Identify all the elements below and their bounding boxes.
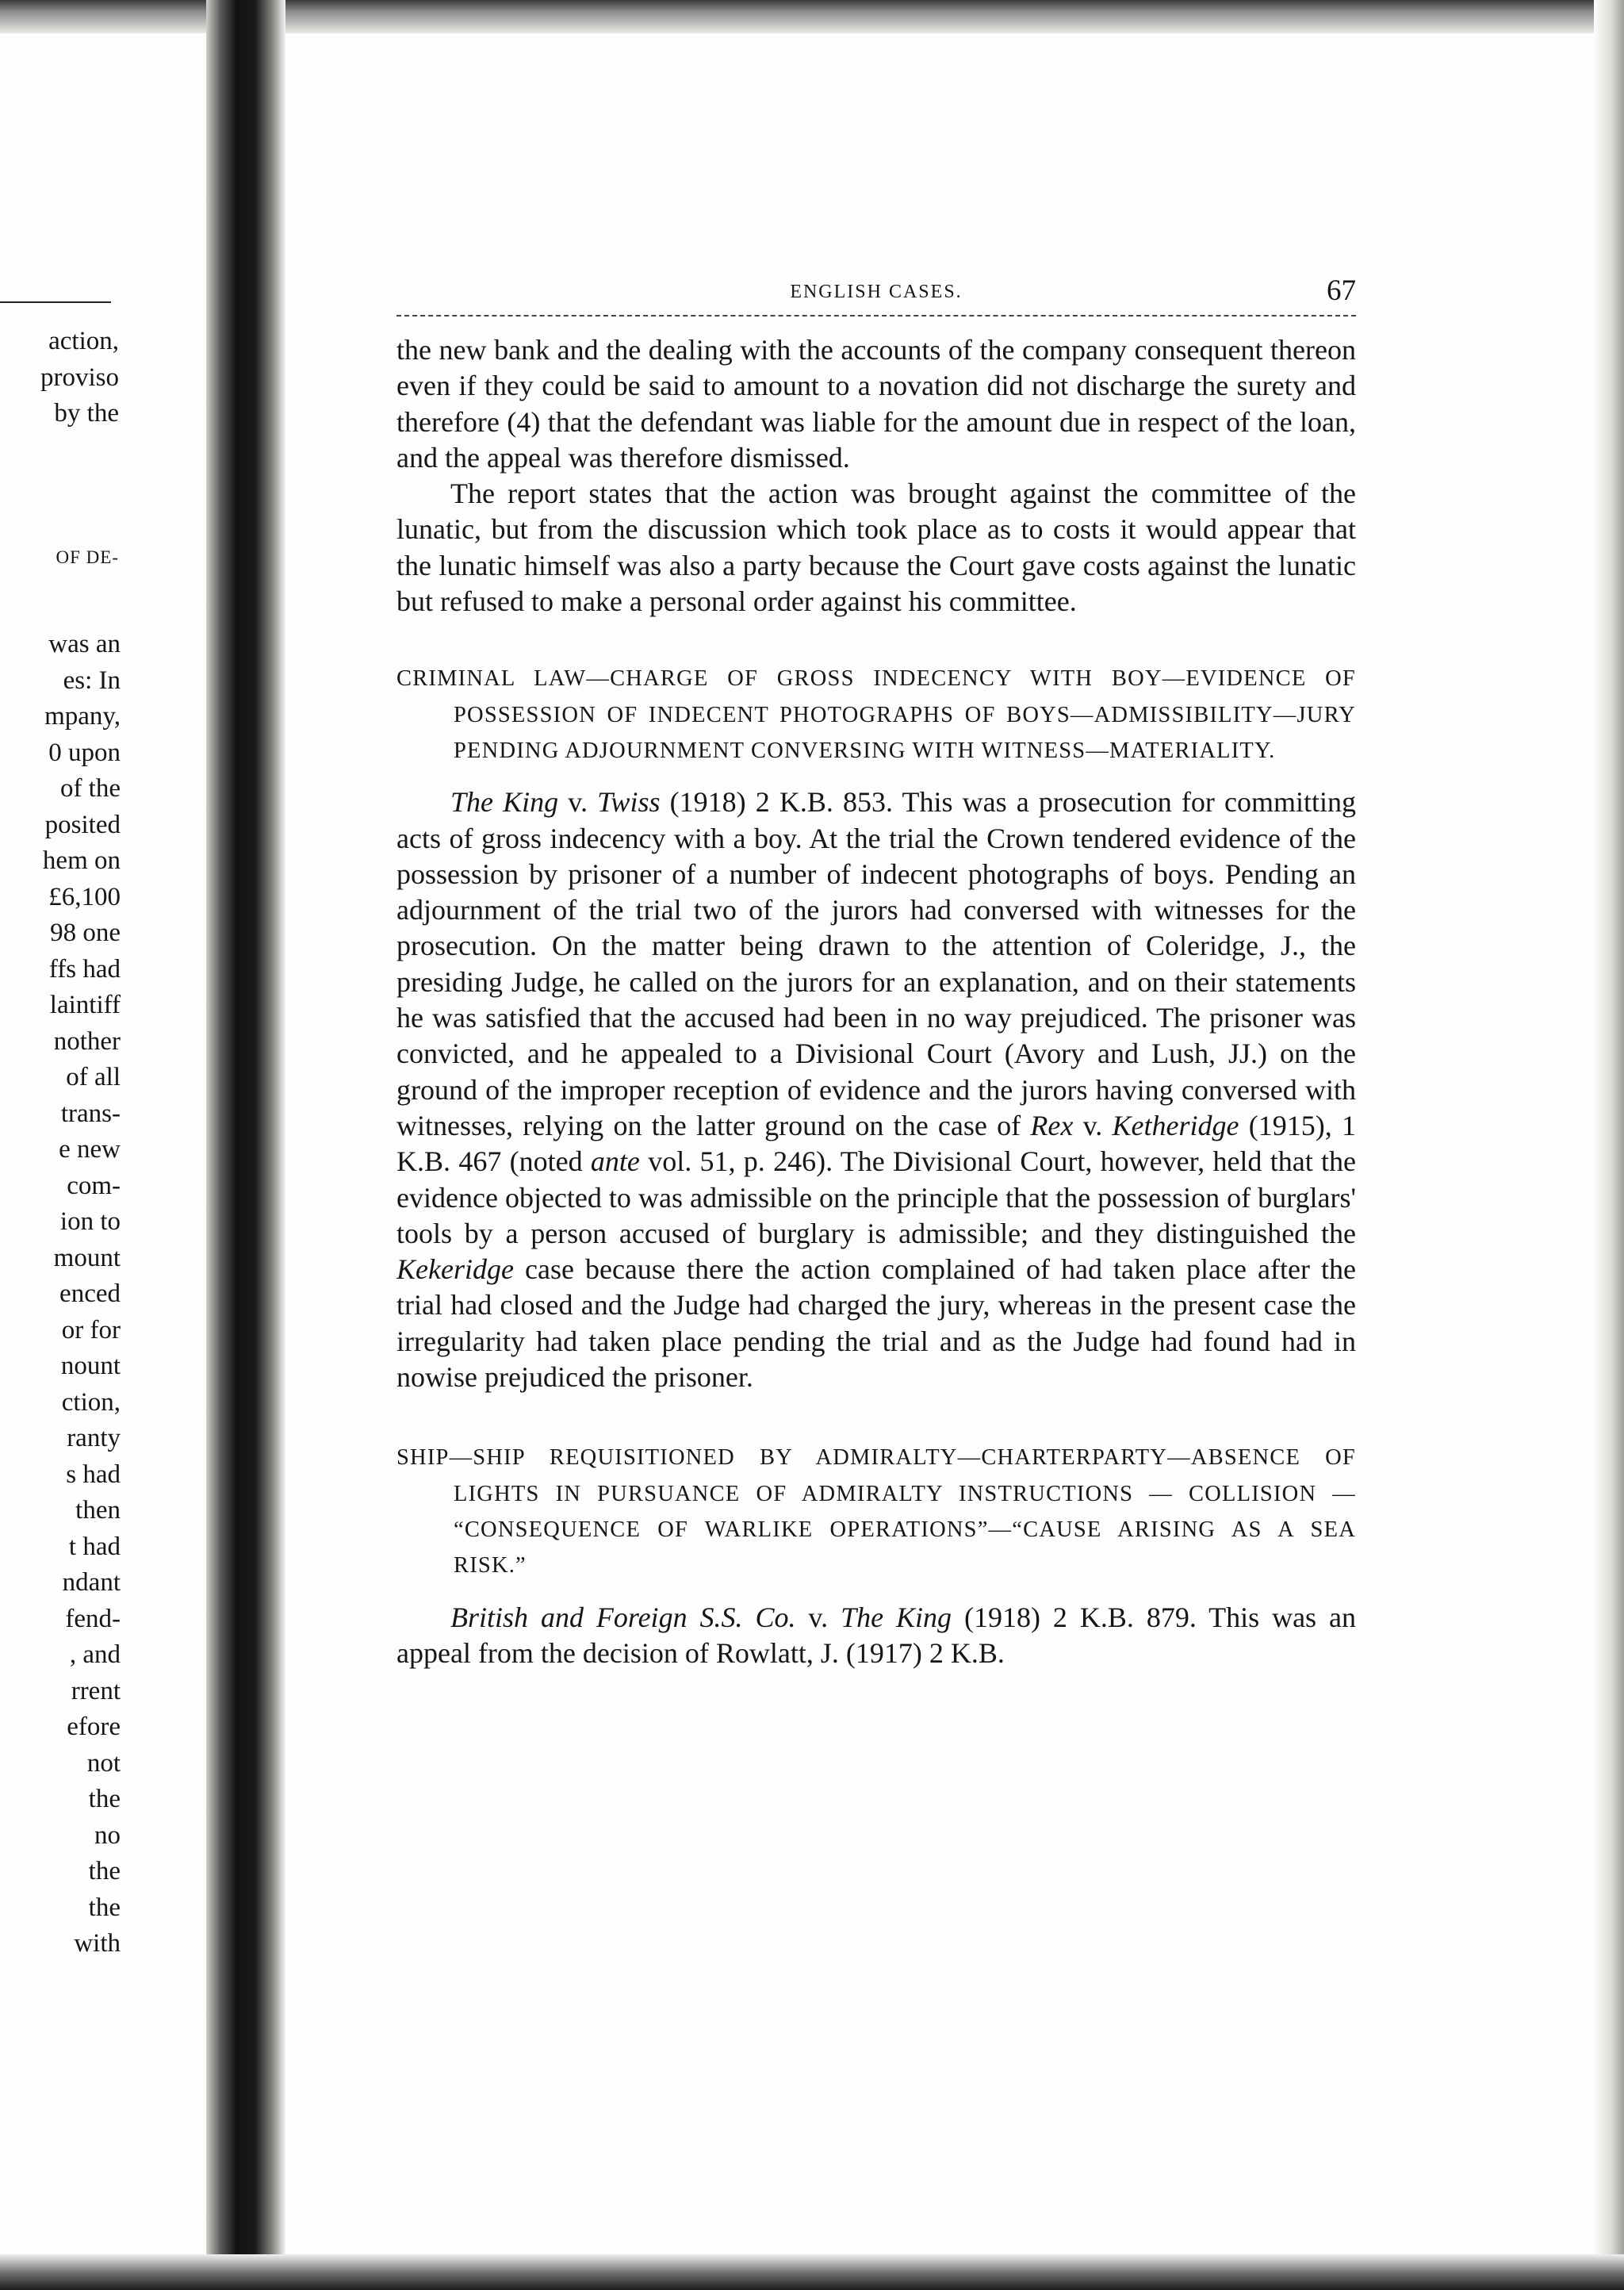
running-head-title: ENGLISH CASES. xyxy=(790,282,963,302)
facing-lines-body xyxy=(0,627,121,1962)
facing-line: ffs had xyxy=(48,954,121,984)
facing-line: with xyxy=(74,1929,121,1958)
case-1-ante: ante xyxy=(590,1145,640,1178)
facing-line: nount xyxy=(60,1352,121,1380)
case-1-headnote: CRIMINAL LAW—CHARGE OF GROSS INDECENCY WITH BOY—EVIDENCE OF POSSESSION OF INDECENT PHOTOGRAPHS OF BOYS—ADMISSIBILITY—JURY PENDING ADJOURNMENT CONVERSING WITH WITNESS—MATERIALITY. xyxy=(396,666,1356,763)
facing-line: £6,100 xyxy=(48,882,121,911)
case-1-ref-case-2: Ketheridge xyxy=(1112,1109,1239,1141)
facing-line: enced xyxy=(59,1279,121,1308)
facing-line: trans- xyxy=(60,1099,121,1128)
case-2-body xyxy=(396,1600,1356,1672)
facing-line: e new xyxy=(59,1135,121,1164)
facing-line: nother xyxy=(53,1026,121,1056)
facing-line: of all xyxy=(66,1063,121,1091)
case-1-citation: (1918) 2 K.B. 853. xyxy=(660,786,893,819)
facing-heading-fragment: OF DE- xyxy=(56,547,119,567)
facing-line: com- xyxy=(67,1171,121,1200)
book-gutter xyxy=(206,0,285,2290)
facing-lines-top xyxy=(0,324,119,432)
facing-line: of the xyxy=(59,774,121,803)
case-2-name: British and Foreign S.S. Co. xyxy=(450,1601,796,1633)
facing-line: t had xyxy=(68,1532,121,1561)
facing-line: or for xyxy=(61,1315,121,1344)
case-1-name: The King xyxy=(450,786,559,819)
case-1-text-1: This was a prosecution for committing acts of gross indecency with a boy. At the trial the Crown tendered evidence of the possession by prisoner of a number of indecent photographs of boys. Pending an adjournment of the trial two of the jurors had conversed with witnesses for the prosecution. On the matter being drawn to the attention of Coleridge, J., the presiding Judge, he called on the jurors for an explanation, and on their statements he was satisfied that the accused had been in no way prejudiced. The prisoner was convicted, and he appealed to a Divisional Court (Avory and Lush, JJ.) on the ground of the improper reception of evidence and the jurors having conversed with witnesses, relying on the latter ground on the case of xyxy=(396,786,1356,1141)
running-head xyxy=(396,274,1356,313)
case-2-headnote: SHIP—SHIP REQUISITIONED BY ADMIRALTY—CHARTERPARTY—ABSENCE OF LIGHTS IN PURSUANCE OF ADMIRALTY INSTRUCTIONS — COLLISION — “CONSEQUENCE OF WARLIKE OPERATIONS”—“CAUSE ARISING AS A SEA RISK.” xyxy=(396,1445,1356,1578)
facing-line: ction, xyxy=(61,1387,121,1417)
spacer xyxy=(396,769,1356,784)
facing-line: 98 one xyxy=(50,919,121,947)
case-1-name-2: Twiss xyxy=(597,786,661,819)
case-1-text-3: vol. 51, p. 246). The Divisional Court, however, held that the evidence objected to was admissible on the principle that the possession of burglars' tools by a person accused of burglary is admissible; and they distinguished the xyxy=(396,1145,1357,1249)
case-1-text-4: case because there the action complained of had taken place after the trial had closed and the Judge had charged the jury, whereas in the present case the irregularity had taken place pending the trial and as the Judge had found had in nowise prejudiced the prisoner. xyxy=(396,1253,1356,1394)
facing-line: laintiff xyxy=(49,991,121,1019)
case-1-text-2: (1915), 1 K.B. 467 (noted xyxy=(396,1109,1356,1178)
paragraph-2: The report states that the action was brought against the committee of the lunatic, but from the discussion which took place as to costs it would appear that the lunatic himself was also a party because the Court gave costs against the lunatic but refused to make a personal order against his committee. xyxy=(396,478,1356,618)
scan-right-edge xyxy=(1594,0,1624,2290)
facing-line: proviso xyxy=(40,362,119,392)
facing-line: mpany, xyxy=(44,702,121,731)
page-67 xyxy=(396,274,1356,1671)
case-1-ref-case: Rex xyxy=(1030,1109,1074,1141)
facing-line: efore xyxy=(67,1713,121,1741)
case-1-body xyxy=(396,784,1356,1395)
facing-line: 0 upon xyxy=(48,738,121,767)
case-2-text: (1918) 2 K.B. 879. This was an appeal from the decision of Rowlatt, J. (1917) 2 K.B. xyxy=(396,1601,1356,1669)
facing-line: , and xyxy=(69,1640,121,1669)
facing-line: s had xyxy=(66,1460,121,1489)
facing-line: the xyxy=(88,1857,121,1885)
spacer xyxy=(396,1584,1356,1600)
paragraph-1: the new bank and the dealing with the accounts of the company consequent thereon even if they could be said to amount to a novation did not discharge the surety and therefore (4) that the defendant was liable for the amount due in respect of the loan, and the appeal was therefore dismissed. xyxy=(396,334,1356,474)
facing-line: then xyxy=(75,1496,121,1525)
facing-line: the xyxy=(88,1893,121,1922)
facing-line: posited xyxy=(44,810,121,839)
facing-line: the xyxy=(88,1785,121,1813)
facing-line: ion to xyxy=(59,1207,121,1236)
case-2-v: v. xyxy=(795,1601,841,1633)
facing-line: not xyxy=(86,1748,121,1778)
facing-line: fend- xyxy=(65,1604,121,1633)
facing-line: hem on xyxy=(42,846,121,875)
facing-line: was an xyxy=(48,630,121,658)
case-1-v: v. xyxy=(558,786,598,819)
case-2-name-2: The King xyxy=(841,1601,952,1633)
page-number: 67 xyxy=(1327,274,1356,307)
facing-line: mount xyxy=(53,1243,121,1272)
case-1-ref-v: v. xyxy=(1073,1109,1113,1141)
scan-bottom-edge xyxy=(0,2254,1624,2290)
facing-line: ndant xyxy=(62,1568,121,1597)
facing-line: es: In xyxy=(63,666,121,695)
case-1-kekeridge: Kekeridge xyxy=(396,1253,514,1286)
facing-line: rrent xyxy=(71,1676,121,1705)
facing-line: by the xyxy=(54,399,119,428)
facing-line: no xyxy=(94,1820,121,1850)
running-head-rule xyxy=(396,315,1356,316)
facing-page-rule xyxy=(0,301,111,303)
facing-line: ranty xyxy=(67,1424,121,1452)
facing-line: action, xyxy=(48,327,119,355)
